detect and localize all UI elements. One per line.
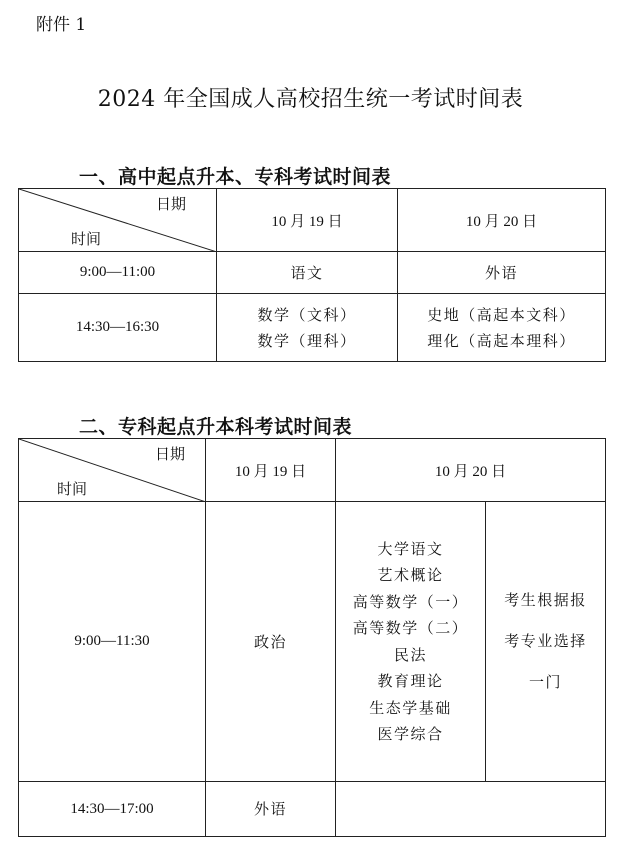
subject: 外语 xyxy=(484,263,518,282)
subject: 民法 xyxy=(393,645,427,664)
subject-cell xyxy=(398,294,606,362)
subject-list-cell xyxy=(336,502,486,782)
table-row xyxy=(19,502,606,782)
note-line: 考专业选择 xyxy=(504,632,587,650)
note-cell xyxy=(486,502,606,782)
diagonal-line xyxy=(19,189,217,252)
day1-header: 10 月 19 日 xyxy=(217,189,398,252)
date-label: 日期 xyxy=(154,445,185,463)
table-header-row xyxy=(19,189,606,252)
subject-cell xyxy=(398,252,606,294)
subject: 理化（高起本理科） xyxy=(427,331,576,350)
note-line: 考生根据报 xyxy=(504,591,587,609)
table-header-row xyxy=(19,439,606,502)
time-cell: 14:30—17:00 xyxy=(19,782,206,837)
subject-cell xyxy=(217,252,398,294)
subject-cell xyxy=(206,502,336,782)
time-cell: 14:30—16:30 xyxy=(19,294,217,362)
subject: 医学综合 xyxy=(377,725,444,743)
time-cell: 9:00—11:00 xyxy=(19,252,217,294)
subject: 外语 xyxy=(253,800,287,818)
time-label: 时间 xyxy=(57,480,88,498)
section1-table xyxy=(18,188,606,362)
subject: 大学语文 xyxy=(377,539,444,558)
subject: 教育理论 xyxy=(377,672,444,690)
subject: 高等数学（二） xyxy=(352,619,469,637)
empty-cell xyxy=(336,782,606,837)
page-title: 2024 年全国成人高校招生统一考试时间表 xyxy=(97,87,524,112)
day1-header: 10 月 19 日 xyxy=(206,439,336,502)
section2-table xyxy=(18,438,606,837)
attachment-label: 附件 1 xyxy=(36,15,87,35)
subject: 艺术概论 xyxy=(377,566,444,584)
table-row xyxy=(19,294,606,362)
subject: 史地（高起本文科） xyxy=(427,305,576,324)
note-line: 一门 xyxy=(529,673,563,691)
diagonal-header-cell xyxy=(19,439,206,502)
subject: 数学（文科） xyxy=(257,305,357,324)
subject-cell xyxy=(217,294,398,362)
subject: 高等数学（一） xyxy=(352,592,469,611)
time-cell: 9:00—11:30 xyxy=(19,502,206,782)
subject: 生态学基础 xyxy=(369,698,452,717)
date-label: 日期 xyxy=(155,195,186,213)
subject: 语文 xyxy=(290,263,324,282)
subject: 政治 xyxy=(253,632,287,651)
subject: 数学（理科） xyxy=(257,331,357,350)
subject-cell xyxy=(206,782,336,837)
day2-header: 10 月 20 日 xyxy=(398,189,606,252)
section2-heading: 二、专科起点升本科考试时间表 xyxy=(79,416,353,438)
table-row xyxy=(19,252,606,294)
day2-header: 10 月 20 日 xyxy=(336,439,606,502)
time-label: 时间 xyxy=(71,230,102,248)
table-row xyxy=(19,782,606,837)
diagonal-header-cell xyxy=(19,189,217,252)
section1-heading: 一、高中起点升本、专科考试时间表 xyxy=(79,166,392,188)
